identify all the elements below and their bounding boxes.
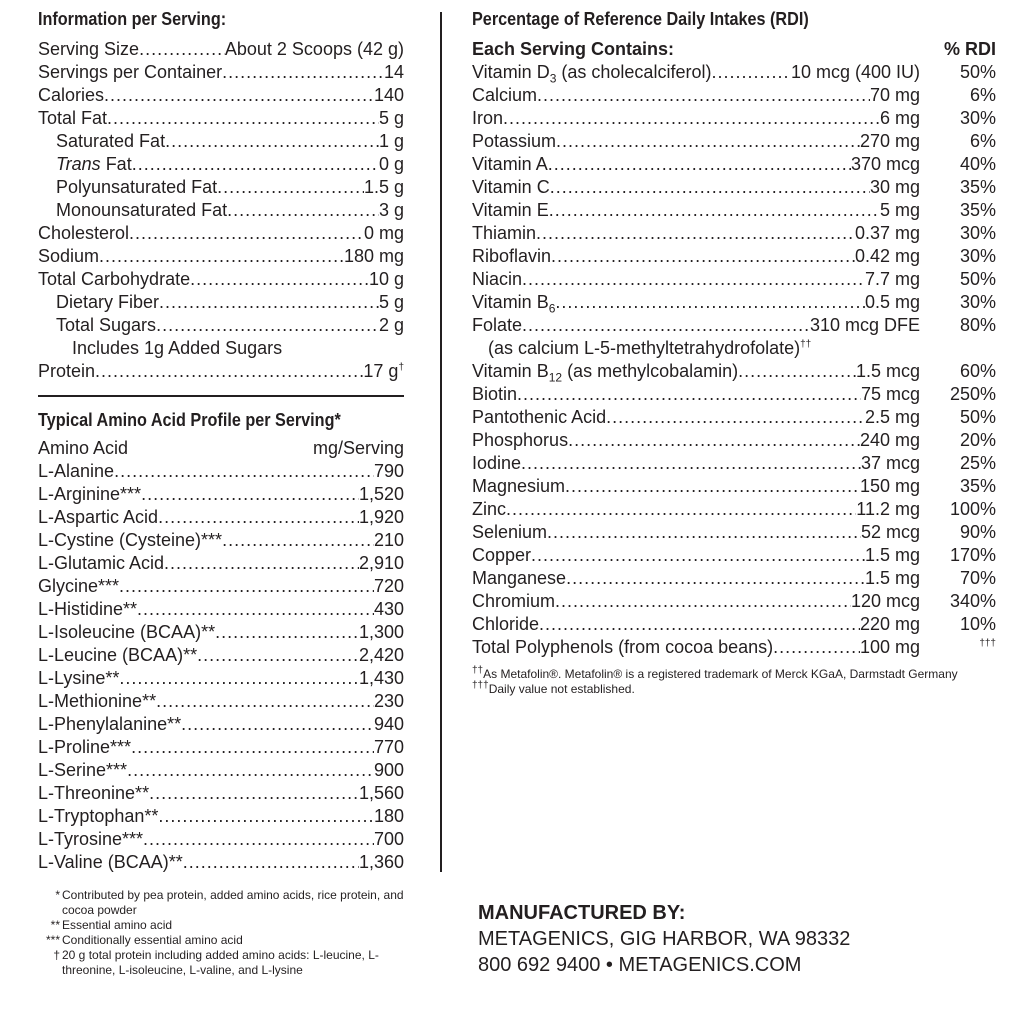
info-label: Cholesterol (38, 223, 130, 243)
amino-value: 210 (373, 530, 404, 550)
amino-label: L-Arginine*** (38, 484, 142, 504)
rdi-percent: 100% (949, 499, 996, 519)
info-row (38, 268, 404, 291)
protein-label: Protein (38, 361, 96, 381)
rdi-row (472, 176, 998, 199)
rdi-label: Iodine (472, 453, 522, 473)
amino-label: L-Tryptophan** (38, 806, 159, 826)
rdi-amount: 7.7 mg (864, 269, 920, 289)
added-sugars-note: Includes 1g Added Sugars (72, 338, 283, 358)
rdi-amount: 6 mg (879, 108, 920, 128)
rdi-row (472, 199, 998, 222)
rdi-amount: 1.5 mg (864, 545, 920, 565)
amino-row (38, 759, 404, 782)
rdi-percent: 50% (959, 407, 996, 427)
footnotes (38, 888, 404, 978)
rdi-amount: 1.5 mcg (855, 361, 920, 381)
rdi-label: Vitamin A (472, 154, 548, 174)
footnote-text: Conditionally essential amino acid (62, 933, 243, 947)
rdi-row (472, 544, 998, 567)
info-row (38, 199, 404, 222)
amino-value: 770 (373, 737, 404, 757)
amino-value: 1,300 (358, 622, 404, 642)
amino-row (38, 621, 404, 644)
rdi-label: Vitamin $D_3$ (as cholecalciferol) (472, 62, 712, 86)
rdi-amount: 1.5 mg (864, 568, 920, 588)
amino-label: L-Valine (BCAA)** (38, 852, 183, 872)
rdi-row (472, 222, 998, 245)
info-label: Total Carbohydrate (38, 269, 191, 289)
rdi-label: Manganese (472, 568, 567, 588)
left-column (38, 8, 404, 978)
amino-row (38, 552, 404, 575)
rdi-row (472, 360, 998, 383)
amino-label: L-Glutamic Acid (38, 553, 165, 573)
info-label: Dietary Fiber (56, 292, 160, 312)
amino-row (38, 782, 404, 805)
rdi-label: Selenium (472, 522, 548, 542)
info-title: Information per Serving: (38, 9, 227, 29)
info-row (38, 107, 404, 130)
info-value: 5 g (378, 108, 404, 128)
info-value: 14 (383, 62, 404, 82)
amino-label: L-Isoleucine (BCAA)** (38, 622, 216, 642)
rdi-label: Chloride (472, 614, 540, 634)
rdi-subline (472, 337, 998, 360)
amino-value: 700 (373, 829, 404, 849)
rdi-row (472, 130, 998, 153)
info-row (38, 130, 404, 153)
rdi-row (472, 498, 998, 521)
info-value: 1.5 g (363, 177, 404, 197)
info-row (38, 176, 404, 199)
info-value: 1 g (378, 131, 404, 151)
amino-row (38, 483, 404, 506)
info-label: Trans Fat (56, 154, 132, 174)
rdi-amount: 10 mcg (400 IU) (790, 62, 920, 82)
info-row (38, 314, 404, 337)
rdi-label: Vitamin $B_{12}$ (as methylcobalamin) (472, 361, 739, 385)
rdi-percent: 60% (959, 361, 996, 381)
rdi-row (472, 567, 998, 590)
info-label: Calories (38, 85, 105, 105)
amino-row (38, 460, 404, 483)
rdi-amount: 70 mg (869, 85, 920, 105)
rdi-percent: 170% (949, 545, 996, 565)
footnote-mark: ** (50, 918, 60, 932)
info-value: 140 (373, 85, 404, 105)
info-value: 3 g (378, 200, 404, 220)
rdi-footnotes (472, 667, 998, 697)
rdi-percent: 30% (959, 108, 996, 128)
amino-row (38, 644, 404, 667)
amino-row (38, 667, 404, 690)
footnote (38, 918, 404, 933)
amino-value: 180 (373, 806, 404, 826)
manufacturer-block (478, 900, 850, 978)
rdi-row (472, 521, 998, 544)
amino-value: 1,560 (358, 783, 404, 803)
rdi-row (472, 84, 998, 107)
rdi-row (472, 406, 998, 429)
amino-value: 720 (373, 576, 404, 596)
info-value: About 2 Scoops (42 g) (224, 39, 404, 59)
section-separator (38, 395, 404, 397)
rdi-amount: 0.5 mg (864, 292, 920, 312)
rdi-row (472, 383, 998, 406)
rdi-subline-text: (as calcium L-5-methyltetrahydrofolate) (488, 338, 801, 358)
info-row (38, 84, 404, 107)
rdi-percent: 340% (949, 591, 996, 611)
rdi-percent: 50% (959, 62, 996, 82)
footnote-mark: *** (45, 933, 60, 947)
rdi-amount: 150 mg (859, 476, 920, 496)
info-value: 0 mg (363, 223, 404, 243)
info-row (38, 291, 404, 314)
rdi-amount: 270 mg (859, 131, 920, 151)
rdi-percent: 35% (959, 476, 996, 496)
amino-row (38, 506, 404, 529)
info-label: Sodium (38, 246, 100, 266)
rdi-row (472, 636, 998, 659)
amino-label: L-Serine*** (38, 760, 128, 780)
rdi-percent (920, 636, 998, 659)
rdi-label: Iron (472, 108, 504, 128)
rdi-percent: 35% (959, 177, 996, 197)
amino-row (38, 598, 404, 621)
amino-value: 790 (373, 461, 404, 481)
rdi-percent: 30% (959, 292, 996, 312)
info-label: Saturated Fat (56, 131, 166, 151)
amino-label: L-Tyrosine*** (38, 829, 144, 849)
rdi-row (472, 314, 998, 337)
amino-label: L-Phenylalanine** (38, 714, 182, 734)
rdi-label: Thiamin (472, 223, 537, 243)
amino-list (38, 460, 404, 874)
footnote (38, 948, 404, 978)
info-label: Total Fat (38, 108, 108, 128)
info-value: 5 g (378, 292, 404, 312)
info-row (38, 153, 404, 176)
rdi-percent: 50% (959, 269, 996, 289)
rdi-subline-mark: †† (800, 339, 812, 350)
amino-row (38, 828, 404, 851)
rdi-label: Biotin (472, 384, 518, 404)
rdi-row (472, 268, 998, 291)
rdi-label: Vitamin C (472, 177, 550, 197)
rdi-label: Potassium (472, 131, 557, 151)
rdi-amount: 240 mg (859, 430, 920, 450)
rdi-row (472, 429, 998, 452)
amino-label: L-Threonine** (38, 783, 150, 803)
rdi-label: Copper (472, 545, 532, 565)
amino-label: L-Alanine (38, 461, 115, 481)
rdi-row (472, 475, 998, 498)
amino-value: 2,420 (358, 645, 404, 665)
footnote-text: Essential amino acid (62, 918, 173, 932)
footnote (38, 888, 404, 918)
info-value: 10 g (368, 269, 404, 289)
rdi-title: Percentage of Reference Daily Intakes (RDI) (472, 9, 809, 29)
rdi-percent: 35% (959, 200, 996, 220)
rdi-label: Phosphorus (472, 430, 569, 450)
protein-mark: † (398, 362, 404, 373)
rdi-label: Magnesium (472, 476, 566, 496)
rdi-percent: 90% (959, 522, 996, 542)
rdi-row (472, 107, 998, 130)
amino-label: L-Histidine** (38, 599, 138, 619)
amino-row (38, 529, 404, 552)
info-value: 180 mg (343, 246, 404, 266)
info-label: Monounsaturated Fat (56, 200, 228, 220)
rdi-label: Calcium (472, 85, 538, 105)
footnote (38, 933, 404, 948)
rdi-amount: 0.37 mg (854, 223, 920, 243)
footnote-mark: * (55, 888, 60, 902)
rdi-col-contains: Each Serving Contains: (472, 39, 675, 59)
rdi-amount: 30 mg (869, 177, 920, 197)
rdi-percent: 30% (959, 246, 996, 266)
rdi-percent: 6% (969, 85, 996, 105)
amino-value: 1,430 (358, 668, 404, 688)
rdi-amount: 37 mcg (860, 453, 920, 473)
rdi-amount: 2.5 mg (864, 407, 920, 427)
rdi-label: Vitamin E (472, 200, 549, 220)
rdi-amount: 11.2 mg (856, 499, 920, 519)
rdi-amount: 52 mcg (860, 522, 920, 542)
manufacturer-contact: 800 692 9400 • METAGENICS.COM (478, 954, 802, 976)
rdi-label: Zinc (472, 499, 507, 519)
amino-row (38, 575, 404, 598)
rdi-percent: 40% (959, 154, 996, 174)
amino-title: Typical Amino Acid Profile per Serving* (38, 410, 341, 430)
rdi-label: Niacin (472, 269, 523, 289)
rdi-percent: 30% (959, 223, 996, 243)
rdi-amount: 100 mg (859, 637, 920, 657)
amino-row (38, 690, 404, 713)
amino-value: 2,910 (358, 553, 404, 573)
rdi-header (472, 38, 998, 61)
rdi-percent: 10% (959, 614, 996, 634)
amino-label: L-Proline*** (38, 737, 132, 757)
rdi-col-pct: % RDI (943, 39, 996, 59)
right-column (472, 8, 998, 697)
info-value: 2 g (378, 315, 404, 335)
info-value: 0 g (378, 154, 404, 174)
amino-label: L-Methionine** (38, 691, 157, 711)
column-divider (440, 12, 442, 872)
info-row (38, 61, 404, 84)
rdi-label: Vitamin $B_6$ (472, 292, 556, 316)
rdi-percent: 70% (959, 568, 996, 588)
rdi-percent-mark: ††† (979, 638, 996, 649)
rdi-amount: 5 mg (879, 200, 920, 220)
rdi-label: Pantothenic Acid (472, 407, 607, 427)
amino-col-name: Amino Acid (38, 438, 129, 458)
protein-value: 17 g (363, 361, 399, 381)
rdi-row (472, 153, 998, 176)
rdi-note-2: †††Daily value not established. (472, 680, 635, 696)
rdi-percent: 20% (959, 430, 996, 450)
rdi-amount: 75 mcg (860, 384, 920, 404)
amino-row (38, 805, 404, 828)
info-label: Polyunsaturated Fat (56, 177, 218, 197)
protein-row (38, 360, 404, 383)
manufacturer-address: METAGENICS, GIG HARBOR, WA 98332 (478, 928, 851, 950)
amino-label: Glycine*** (38, 576, 120, 596)
info-list (38, 38, 404, 337)
amino-value: 430 (373, 599, 404, 619)
amino-col-mg: mg/Serving (312, 438, 404, 458)
rdi-percent: 6% (969, 131, 996, 151)
amino-value: 900 (373, 760, 404, 780)
info-label: Serving Size (38, 39, 140, 59)
rdi-label: Folate (472, 315, 523, 335)
rdi-amount: 310 mcg DFE (809, 315, 920, 335)
amino-row (38, 713, 404, 736)
rdi-row (472, 61, 998, 84)
rdi-label: Riboflavin (472, 246, 552, 266)
rdi-row (472, 613, 998, 636)
amino-header (38, 437, 404, 460)
rdi-row (472, 245, 998, 268)
rdi-amount: 120 mcg (850, 591, 920, 611)
rdi-amount: 370 mcg (850, 154, 920, 174)
amino-value: 1,360 (358, 852, 404, 872)
footnote-mark: † (53, 948, 60, 962)
rdi-row (472, 590, 998, 613)
info-row (38, 245, 404, 268)
footnote-text: Contributed by pea protein, added amino acids, rice protein, and cocoa powder (62, 888, 404, 917)
amino-row (38, 736, 404, 759)
rdi-label: Chromium (472, 591, 556, 611)
amino-label: L-Leucine (BCAA)** (38, 645, 198, 665)
rdi-label: Total Polyphenols (from cocoa beans) (472, 637, 774, 657)
info-label: Servings per Container (38, 62, 223, 82)
rdi-amount: 0.42 mg (854, 246, 920, 266)
amino-value: 940 (373, 714, 404, 734)
rdi-percent: 250% (949, 384, 996, 404)
info-label: Total Sugars (56, 315, 157, 335)
rdi-row (472, 291, 998, 314)
info-row (38, 222, 404, 245)
manufacturer-title: MANUFACTURED BY: (478, 902, 686, 924)
amino-label: L-Cystine (Cysteine)*** (38, 530, 223, 550)
rdi-list (472, 61, 998, 659)
amino-row (38, 851, 404, 874)
rdi-amount: 220 mg (859, 614, 920, 634)
info-row (38, 38, 404, 61)
amino-label: L-Aspartic Acid (38, 507, 159, 527)
amino-value: 1,520 (358, 484, 404, 504)
rdi-row (472, 452, 998, 475)
rdi-percent: 80% (959, 315, 996, 335)
rdi-percent: 25% (959, 453, 996, 473)
amino-value: 1,920 (358, 507, 404, 527)
footnote-text: 20 g total protein including added amino acids: L-leucine, L-threonine, L-isoleucine, L-valine, and L-lysine (62, 948, 379, 977)
amino-value: 230 (373, 691, 404, 711)
amino-label: L-Lysine** (38, 668, 120, 688)
rdi-note-1: ††As Metafolin®. Metafolin® is a registered trademark of Merck KGaA, Darmstadt Germany (472, 665, 958, 681)
